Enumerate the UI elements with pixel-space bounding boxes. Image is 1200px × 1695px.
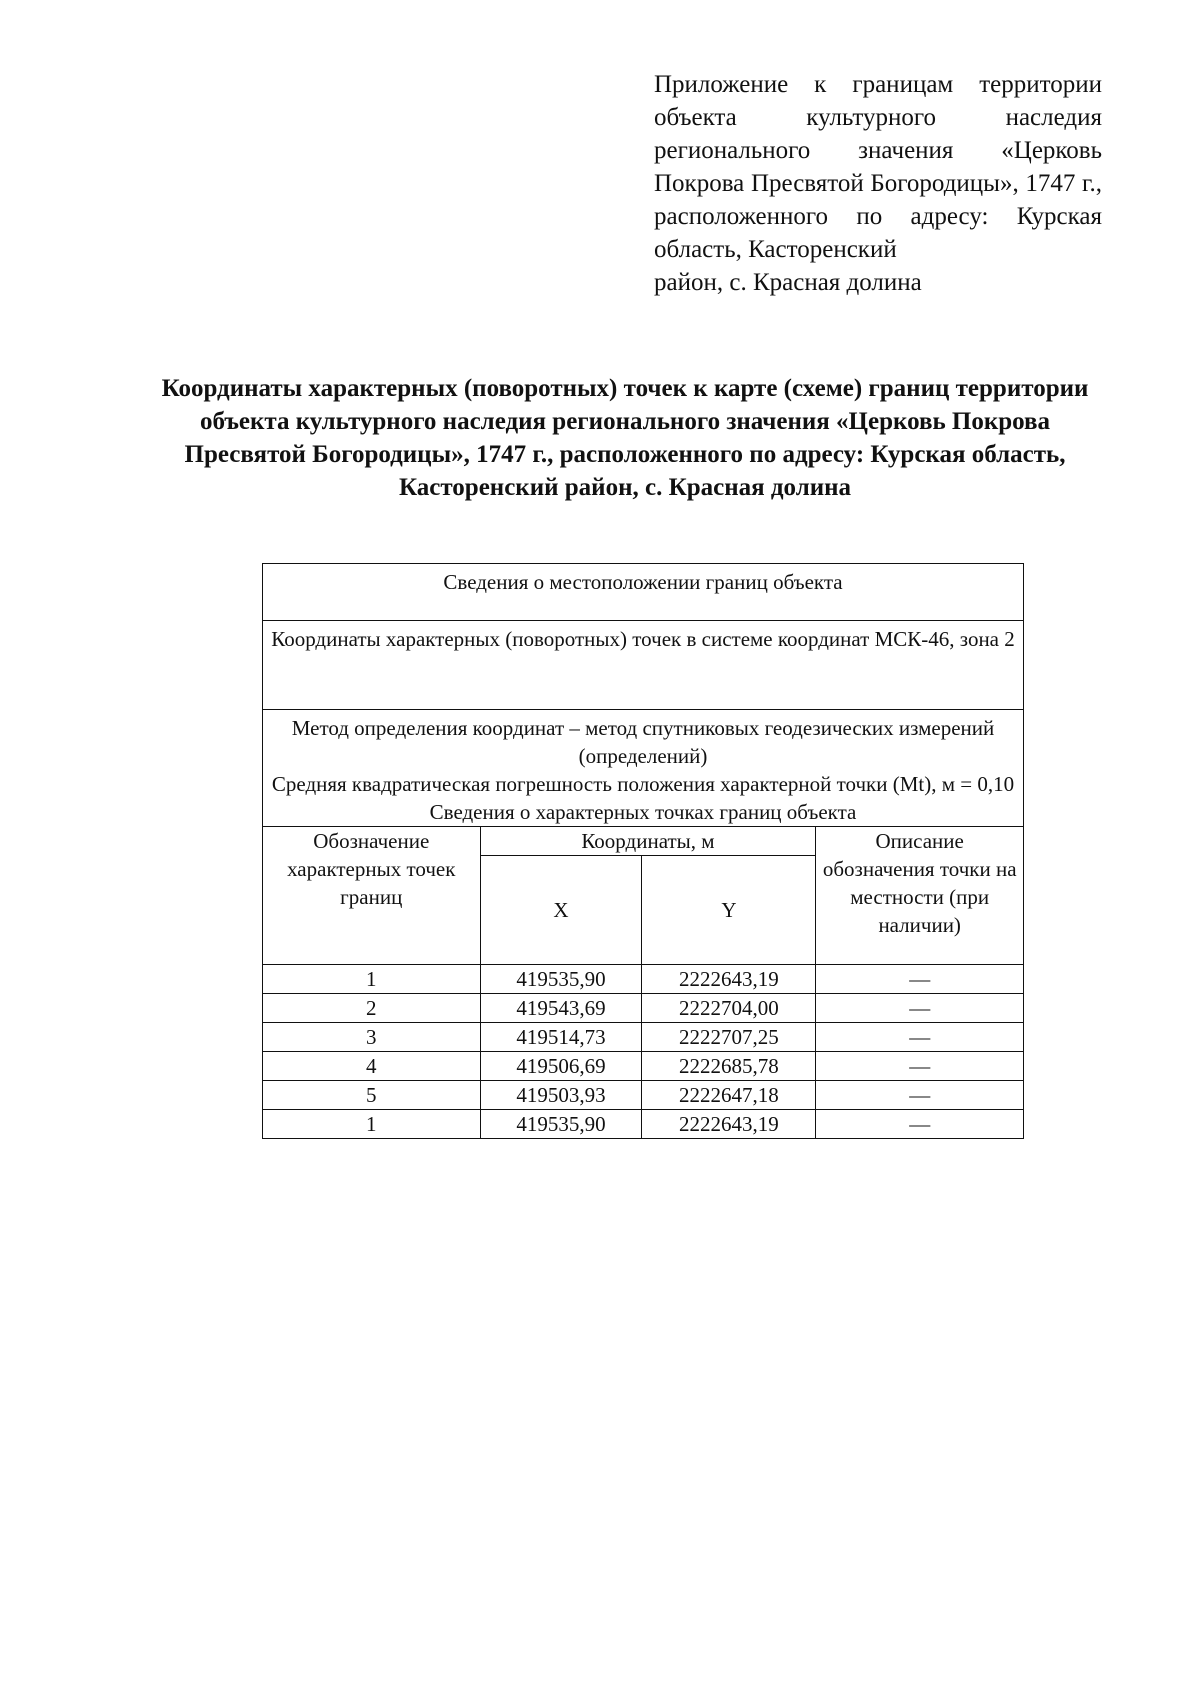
document-title: Координаты характерных (поворотных) точек к карте (схеме) границ территории объекта культурного наследия регионального значения «Церковь Покрова Пресвятой Богородицы», 1747 г., расположенного по адресу: Курская область, Касторенский район, с. Красная долина xyxy=(161,375,1089,501)
description-cell: — xyxy=(816,965,1024,994)
method-cell xyxy=(263,710,1024,827)
x-cell: 419506,69 xyxy=(480,1052,642,1081)
x-cell: 419514,73 xyxy=(480,1023,642,1052)
table-row xyxy=(263,1081,1024,1110)
y-cell: 2222647,18 xyxy=(642,1081,816,1110)
x-header: X xyxy=(480,856,642,965)
description-cell: — xyxy=(816,1023,1024,1052)
table-row xyxy=(263,1023,1024,1052)
y-header: Y xyxy=(642,856,816,965)
point-cell: 3 xyxy=(263,1023,481,1052)
info-header: Сведения о местоположении границ объекта xyxy=(263,564,1024,621)
y-cell: 2222704,00 xyxy=(642,994,816,1023)
y-cell: 2222685,78 xyxy=(642,1052,816,1081)
y-cell: 2222643,19 xyxy=(642,1110,816,1139)
points-header: Сведения о характерных точках границ объекта xyxy=(429,800,857,824)
points-body xyxy=(263,965,1024,1139)
table-row xyxy=(263,965,1024,994)
description-cell: — xyxy=(816,1052,1024,1081)
designation-header: Обозначение характерных точек границ xyxy=(263,827,481,965)
coord-system: Координаты характерных (поворотных) точек в системе координат МСК-46, зона 2 xyxy=(263,621,1024,710)
y-cell: 2222707,25 xyxy=(642,1023,816,1052)
table-row xyxy=(263,1110,1024,1139)
appendix-note xyxy=(654,68,1102,299)
error-text: Средняя квадратическая погрешность положения характерной точки (Mt), м = 0,10 xyxy=(271,772,1015,796)
x-cell: 419535,90 xyxy=(480,1110,642,1139)
y-cell: 2222643,19 xyxy=(642,965,816,994)
point-cell: 2 xyxy=(263,994,481,1023)
description-header: Описание обозначения точки на местности (при наличии) xyxy=(816,827,1024,965)
description-cell: — xyxy=(816,994,1024,1023)
method-text: Метод определения координат – метод спутниковых геодезических измерений (определений) xyxy=(291,716,995,768)
appendix-text: Приложение к границам территории объекта культурного наследия регионального значения «Церковь Покрова Пресвятой Богородицы», 1747 г., расположенного по адресу: Курская область, Касторенский xyxy=(654,71,1102,263)
point-cell: 4 xyxy=(263,1052,481,1081)
x-cell: 419503,93 xyxy=(480,1081,642,1110)
table-row xyxy=(263,994,1024,1023)
coordinates-header: Координаты, м xyxy=(480,827,816,856)
x-cell: 419535,90 xyxy=(480,965,642,994)
description-cell: — xyxy=(816,1081,1024,1110)
point-cell: 5 xyxy=(263,1081,481,1110)
point-cell: 1 xyxy=(263,1110,481,1139)
coordinates-table xyxy=(262,563,1024,1139)
description-cell: — xyxy=(816,1110,1024,1139)
point-cell: 1 xyxy=(263,965,481,994)
appendix-last-line: район, с. Красная долина xyxy=(654,269,922,296)
x-cell: 419543,69 xyxy=(480,994,642,1023)
table-row xyxy=(263,1052,1024,1081)
